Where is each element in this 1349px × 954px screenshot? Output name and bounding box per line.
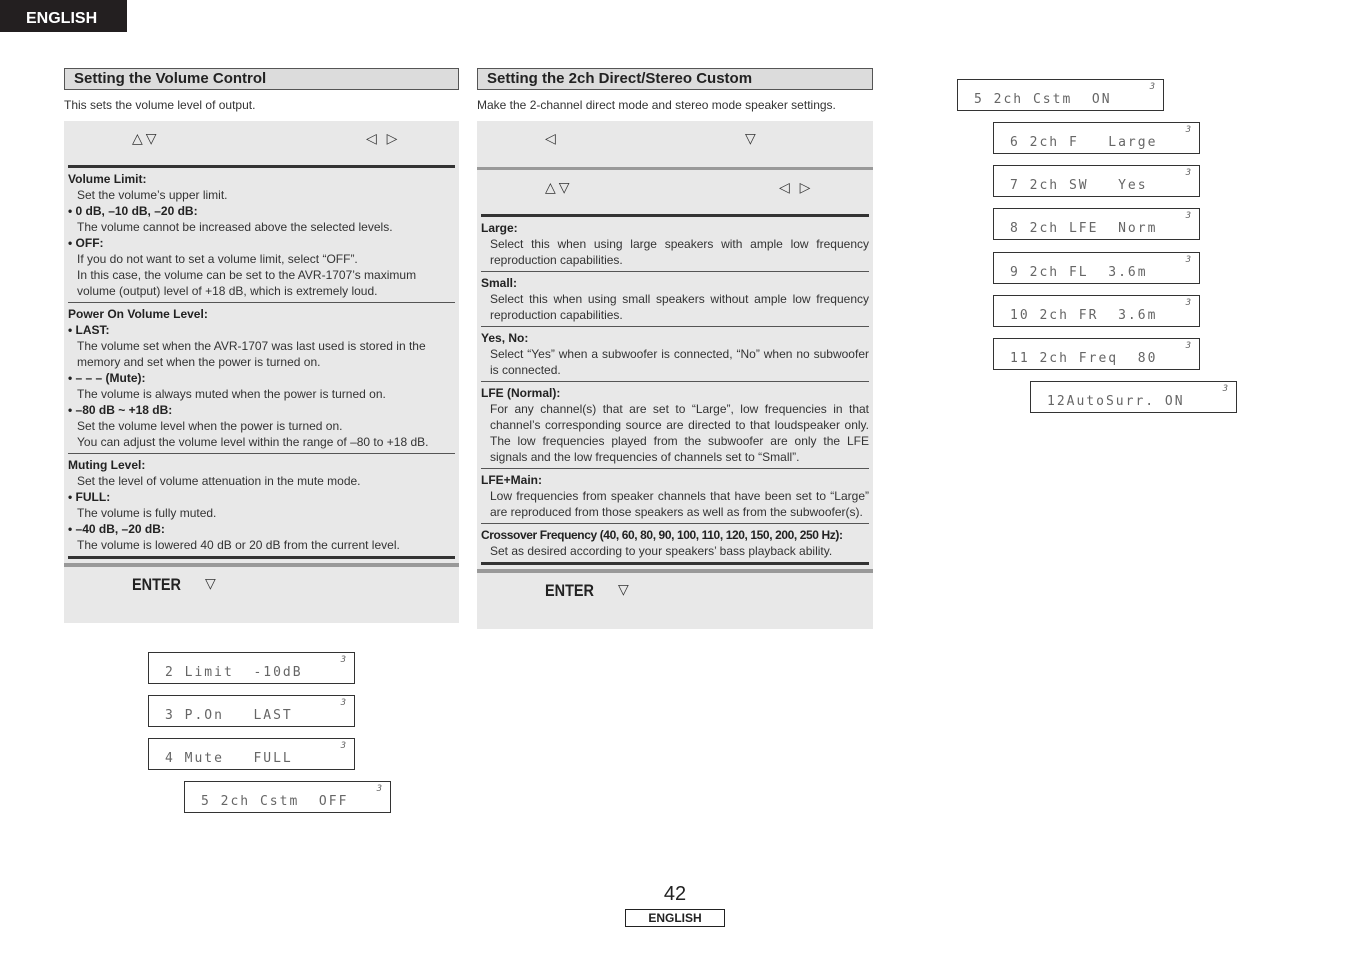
setting-title: Power On Volume Level:: [68, 307, 208, 321]
section-title: Setting the 2ch Direct/Stereo Custom: [477, 68, 873, 90]
setting-item: [64, 168, 459, 302]
option-description: If you do not want to set a volume limit, select “OFF”.: [77, 252, 358, 266]
display-marker: 3: [340, 655, 346, 665]
setting-item: [477, 272, 873, 326]
enter-button-label: ENTER: [132, 575, 181, 594]
display-marker: 3: [1185, 211, 1191, 221]
display-panel: [1030, 381, 1237, 413]
option-description: Set the level of volume attenuation in the mute mode.: [77, 474, 361, 488]
setting-title: LFE (Normal):: [481, 386, 561, 400]
display-panel: [184, 781, 391, 813]
up-down-arrows-icon: △▽: [545, 179, 573, 195]
setting-item: [477, 524, 873, 562]
display-text: 8 2ch LFE Norm: [1010, 221, 1158, 236]
setting-item: [477, 469, 873, 523]
display-panel: [993, 122, 1200, 154]
setting-item: [64, 454, 459, 556]
display-panel: [993, 338, 1200, 370]
display-text: 6 2ch F Large: [1010, 135, 1158, 150]
option-description: You can adjust the volume level within the range of –80 to +18 dB.: [77, 435, 429, 449]
enter-button-label: ENTER: [545, 581, 594, 600]
option-description: Set as desired according to your speakers’ bass playback ability.: [490, 544, 833, 558]
display-marker: 3: [1185, 341, 1191, 351]
setting-item: [477, 382, 873, 468]
option-label: • FULL:: [68, 490, 111, 504]
option-description: The volume set when the AVR-1707 was last used is stored in the memory and set when the power is turned on.: [77, 339, 426, 369]
display-marker: 3: [1185, 125, 1191, 135]
section-intro: This sets the volume level of output.: [64, 98, 256, 112]
option-description: Set the volume level when the power is turned on.: [77, 419, 343, 433]
volume-control-section: [64, 68, 459, 623]
display-marker: 3: [1222, 384, 1228, 394]
option-label: • 0 dB, –10 dB, –20 dB:: [68, 204, 198, 218]
display-panel: [993, 295, 1200, 327]
display-marker: 3: [1149, 82, 1155, 92]
left-arrow-icon: ◁: [545, 130, 559, 146]
option-label: • –80 dB ~ +18 dB:: [68, 403, 173, 417]
option-description: For any channel(s) that are set to “Large”, low frequencies in that channel’s corresponding source are directed to that loudspeaker only. The low frequencies played from the subwoofer are only the LFE signals and the low frequencies of channels set to “Small”.: [490, 402, 869, 464]
down-arrow-icon: ▽: [618, 581, 629, 597]
setting-title: LFE+Main:: [481, 473, 543, 487]
setting-title: Small:: [481, 276, 518, 290]
left-right-arrows-icon: ◁ ▷: [779, 179, 814, 195]
option-description: Set the volume’s upper limit.: [77, 188, 228, 202]
display-marker: 3: [376, 784, 382, 794]
display-marker: 3: [1185, 298, 1191, 308]
display-text: 4 Mute FULL: [165, 751, 293, 766]
setting-item: [64, 303, 459, 453]
display-text: 5 2ch Cstm ON: [974, 92, 1112, 107]
display-text: 11 2ch Freq 80: [1010, 351, 1158, 366]
setting-title: Crossover Frequency (40, 60, 80, 90, 100, 110, 120, 150, 200, 250 Hz):: [481, 528, 843, 542]
left-right-arrows-icon: ◁ ▷: [366, 130, 401, 146]
display-marker: 3: [340, 698, 346, 708]
option-description: The volume is fully muted.: [77, 506, 217, 520]
setting-item: [477, 217, 873, 271]
display-text: 2 Limit -10dB: [165, 665, 303, 680]
display-text: 3 P.On LAST: [165, 708, 293, 723]
display-panel: [148, 738, 355, 770]
language-tab: ENGLISH: [0, 0, 127, 32]
2ch-custom-section: [477, 68, 873, 629]
display-text: 10 2ch FR 3.6m: [1010, 308, 1158, 323]
display-marker: 3: [1185, 255, 1191, 265]
setting-title: Muting Level:: [68, 458, 146, 472]
setting-title: Volume Limit:: [68, 172, 147, 186]
option-description: Low frequencies from speaker channels that have been set to “Large” are reproduced from those speakers as well as from the subwoofer(s).: [490, 489, 869, 519]
section-title: Setting the Volume Control: [64, 68, 459, 90]
page-number: 42: [663, 883, 687, 905]
display-panel: [993, 165, 1200, 197]
setting-item: [477, 327, 873, 381]
option-description: The volume is always muted when the power is turned on.: [77, 387, 386, 401]
option-description: Select this when using large speakers with ample low frequency reproduction capabilities.: [490, 237, 869, 267]
display-text: 12AutoSurr. ON: [1047, 394, 1185, 409]
display-text: 7 2ch SW Yes: [1010, 178, 1148, 193]
option-description: In this case, the volume can be set to the AVR-1707’s maximum volume (output) level of +18 dB, which is extremely loud.: [77, 268, 417, 298]
option-description: Select this when using small speakers without ample low frequency reproduction capabilities.: [490, 292, 869, 322]
section-intro: Make the 2-channel direct mode and stereo mode speaker settings.: [477, 98, 836, 112]
display-panel: [148, 695, 355, 727]
display-panel: [993, 208, 1200, 240]
option-description: The volume is lowered 40 dB or 20 dB from the current level.: [77, 538, 400, 552]
option-label: • –40 dB, –20 dB:: [68, 522, 165, 536]
option-label: • LAST:: [68, 323, 110, 337]
down-arrow-icon: ▽: [205, 575, 216, 591]
down-arrow-icon: ▽: [745, 130, 759, 146]
up-down-arrows-icon: △▽: [132, 130, 160, 146]
footer-language-label: ENGLISH: [625, 909, 725, 927]
option-description: Select “Yes” when a subwoofer is connected, “No” when no subwoofer is connected.: [490, 347, 869, 377]
option-label: • – – – (Mute):: [68, 371, 146, 385]
instruction-box: [477, 121, 873, 629]
option-description: The volume cannot be increased above the selected levels.: [77, 220, 393, 234]
setting-title: Large:: [481, 221, 518, 235]
display-panel: [957, 79, 1164, 111]
display-marker: 3: [340, 741, 346, 751]
setting-title: Yes, No:: [481, 331, 529, 345]
display-text: 9 2ch FL 3.6m: [1010, 265, 1148, 280]
option-label: • OFF:: [68, 236, 104, 250]
display-panel: [148, 652, 355, 684]
display-marker: 3: [1185, 168, 1191, 178]
display-panel: [993, 252, 1200, 284]
instruction-box: [64, 121, 459, 623]
display-text: 5 2ch Cstm OFF: [201, 794, 349, 809]
